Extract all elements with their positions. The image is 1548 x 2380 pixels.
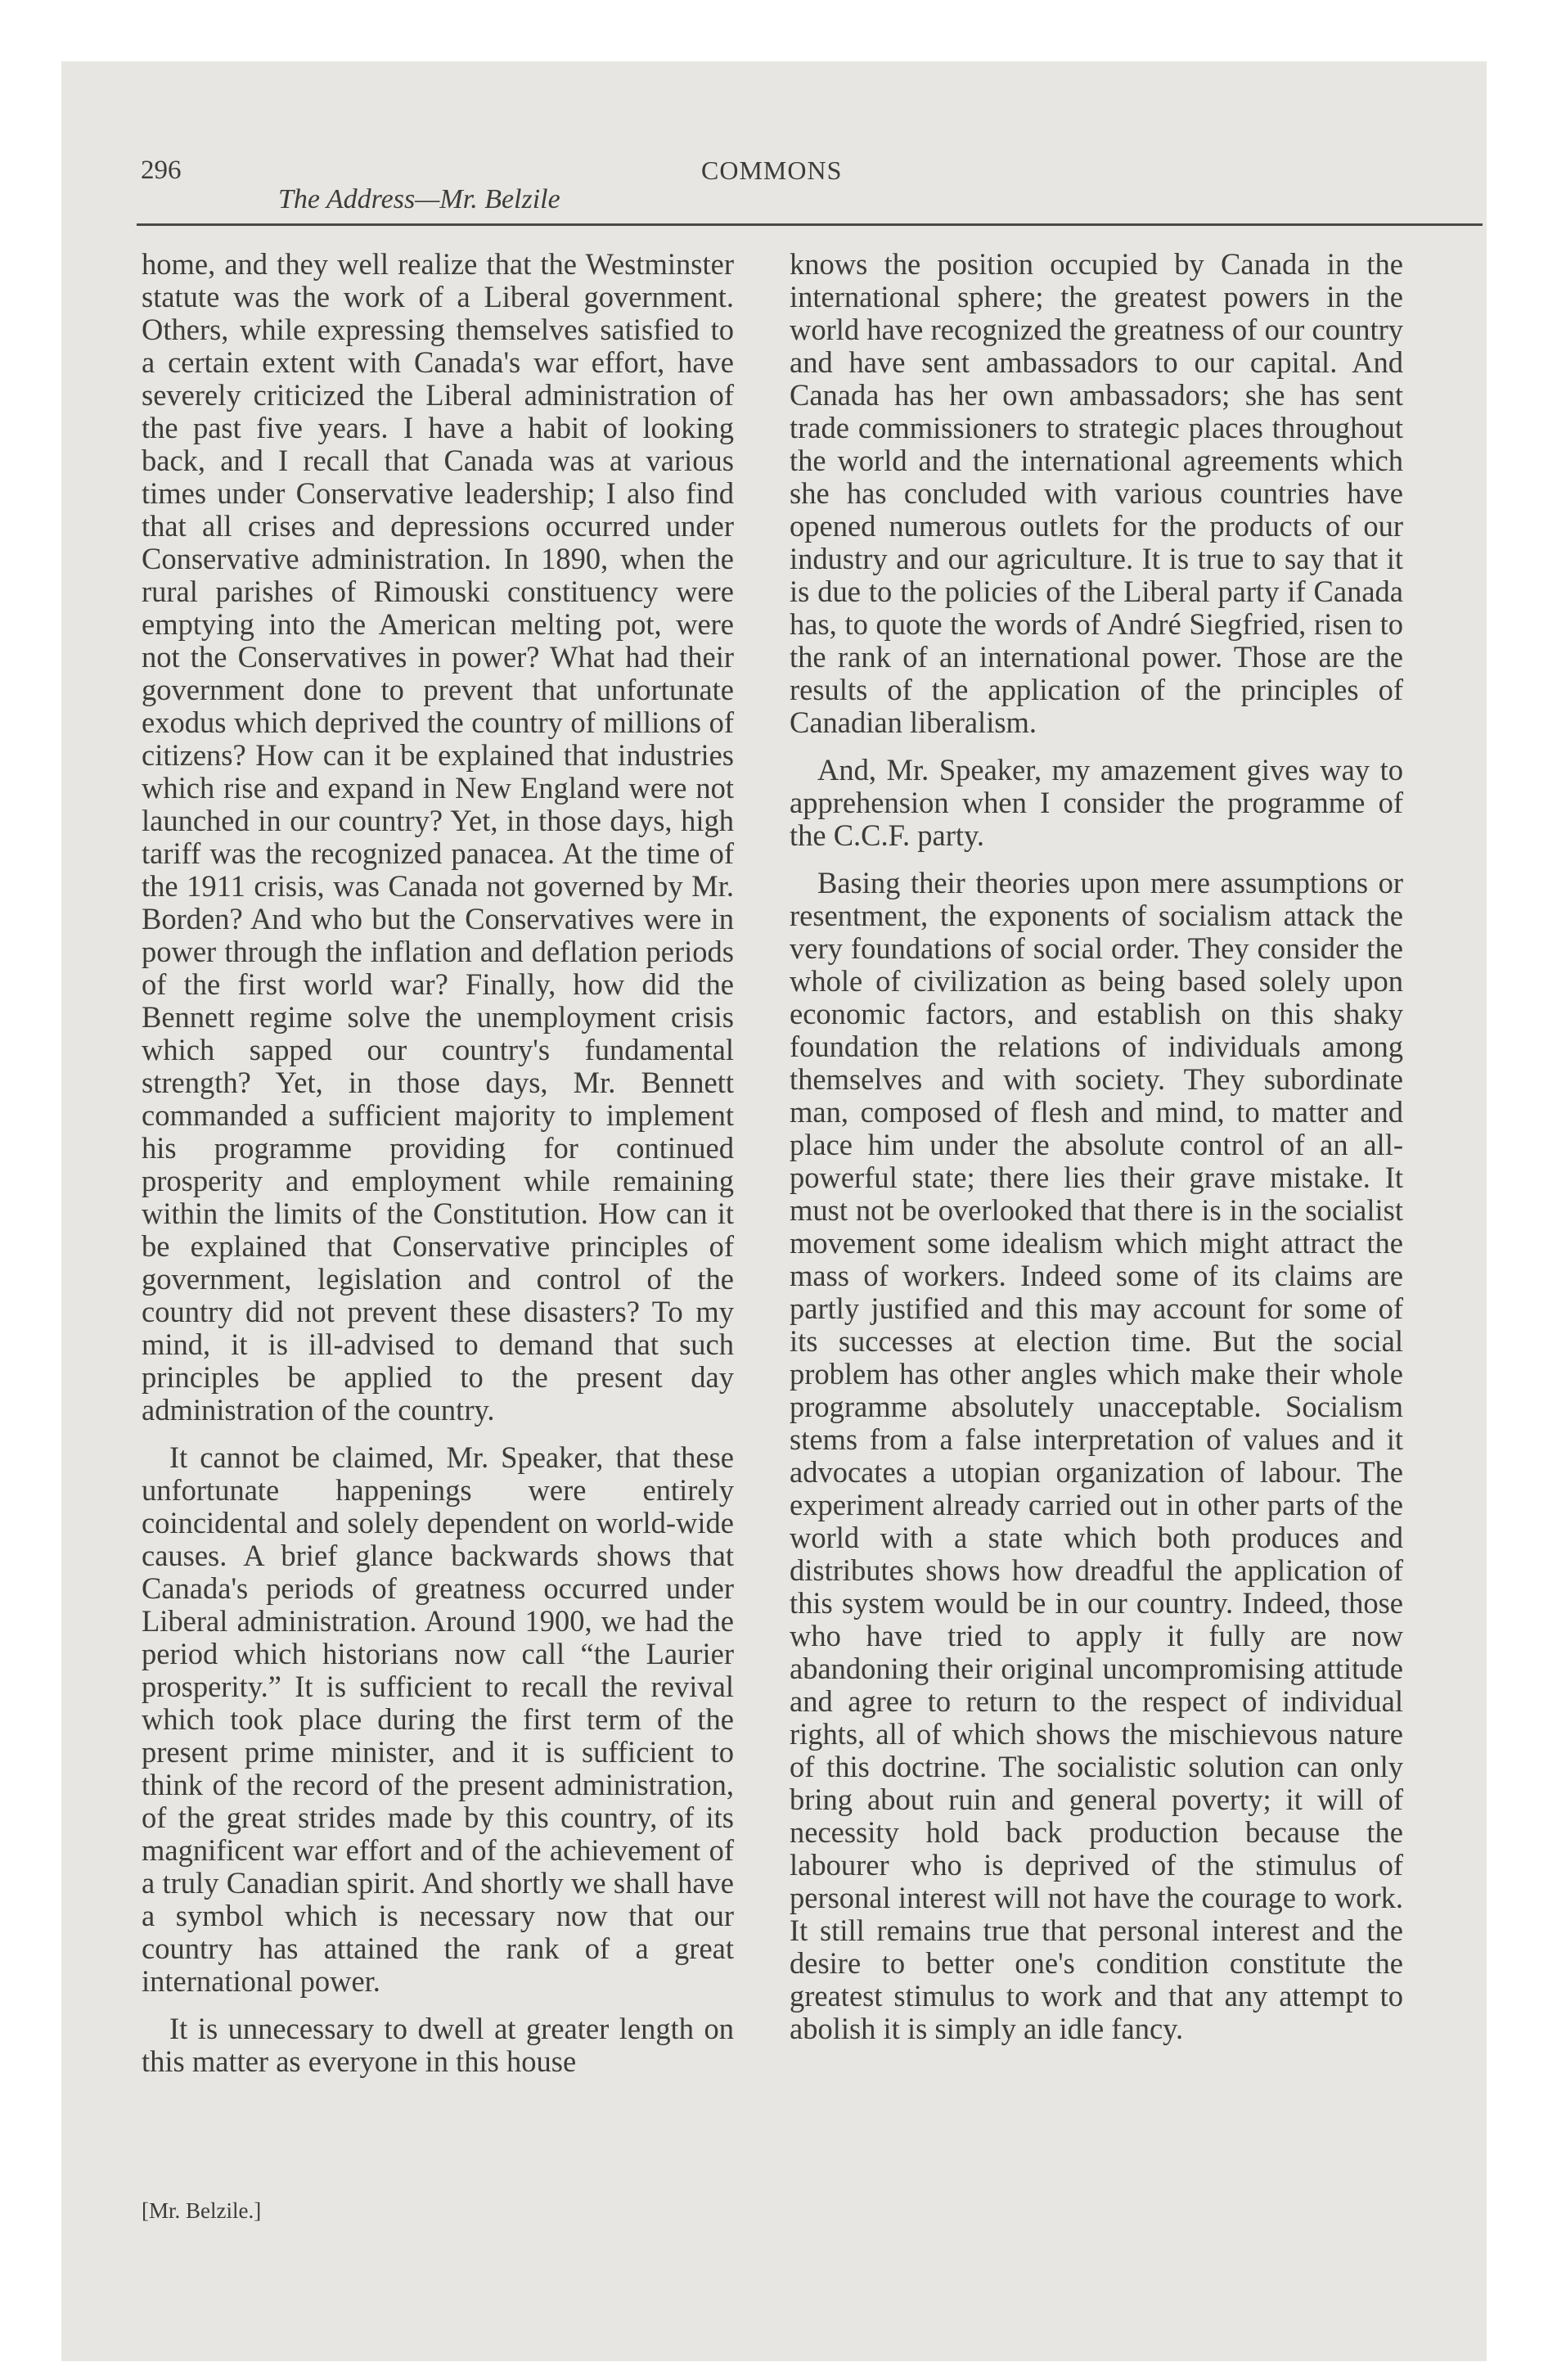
running-head: COMMONS [701,156,843,185]
left-paragraph-1: home, and they well realize that the Westminster statute was the work of a Liberal government. Others, while expressing themselves satisfied to a certain extent with Canada's war effort, have severely criticized the Liberal administration of the past five years. I have a habit of looking back, and I recall that Canada was at various times under Conservative leadership; I also find that all crises and depressions occurred under Conservative administration. In 1890, when the rural parishes of Rimouski constituency were emptying into the American melting pot, were not the Conservatives in power? What had their government done to prevent that unfortunate exodus which deprived the country of millions of citizens? How can it be explained that industries which rise and expand in New England were not launched in our country? Yet, in those days, high tariff was the recognized panacea. At the time of the 1911 crisis, was Canada not governed by Mr. Borden? And who but the Conservatives were in power through the inflation and deflation periods of the first world war? Finally, how did the Bennett regime solve the unemployment crisis which sapped our country's fundamental strength? Yet, in those days, Mr. Bennett commanded a sufficient majority to implement his programme providing for continued prosperity and employment while remaining within the limits of the Constitution. How can it be explained that Conservative principles of government, legislation and control of the country did not prevent these disasters? To my mind, it is ill-advised to demand that such principles be applied to the present day administration of the country. [142,247,734,1427]
left-paragraph-2: It cannot be claimed, Mr. Speaker, that these unfortunate happenings were entirely coincidental and solely dependent on world-wide causes. A brief glance backwards shows that Canada's periods of greatness occurred under Liberal administration. Around 1900, we had the period which historians now call “the Laurier prosperity.” It is sufficient to recall the revival which took place during the first term of the present prime minister, and it is sufficient to think of the record of the present administration, of the great strides made by this country, of its magnificent war effort and of the achievement of a truly Canadian spirit. And shortly we shall have a symbol which is necessary now that our country has attained the rank of a great international power. [142,1440,734,1998]
right-column [790,248,1403,2045]
right-paragraph-2: And, Mr. Speaker, my amazement gives way to apprehension when I consider the programme of the C.C.F. party. [790,753,1403,852]
running-subhead: The Address—Mr. Belzile [278,184,560,214]
page-number: 296 [141,156,182,185]
right-paragraph-1: knows the position occupied by Canada in the international sphere; the greatest powers in the world have recognized the greatness of our country and have sent ambassadors to our capital. And Canada has her own ambassadors; she has sent trade commissioners to strategic places throughout the world and the international agreements which she has concluded with various countries have opened numerous outlets for the products of our industry and our agriculture. It is true to say that it is due to the policies of the Liberal party if Canada has, to quote the words of André Siegfried, risen to the rank of an international power. Those are the results of the application of the principles of Canadian liberalism. [790,247,1403,739]
scanned-page [61,61,1487,2361]
hansard-page [61,61,1487,2361]
right-paragraph-3: Basing their theories upon mere assumptions or resentment, the exponents of socialism attack the very foundations of social order. They consider the whole of civilization as being based solely upon economic factors, and establish on this shaky foundation the relations of individuals among themselves and with society. They subordinate man, composed of flesh and mind, to matter and place him under the absolute control of an all-powerful state; there lies their grave mistake. It must not be overlooked that there is in the socialist movement some idealism which might attract the mass of workers. Indeed some of its claims are partly justified and this may account for some of its successes at election time. But the social problem has other angles which make their whole programme absolutely unacceptable. Socialism stems from a false interpretation of values and it advocates a utopian organization of labour. The experiment already carried out in other parts of the world with a state which both produces and distributes shows how dreadful the application of this system would be in our country. Indeed, those who have tried to apply it fully are now abandoning their original uncompromising attitude and agree to return to the respect of individual rights, all of which shows the mischievous nature of this doctrine. The socialistic solution can only bring about ruin and general poverty; it will of necessity hold back production because the labourer who is deprived of the stimulus of personal interest will not have the courage to work. It still remains true that personal interest and the desire to better one's condition constitute the greatest stimulus to work and that any attempt to abolish it is simply an idle fancy. [790,866,1403,2045]
left-paragraph-3: It is unnecessary to dwell at greater length on this matter as everyone in this house [142,2012,734,2078]
speaker-reference: [Mr. Belzile.] [142,2198,262,2223]
left-column [142,248,734,2078]
header-rule [137,223,1483,226]
